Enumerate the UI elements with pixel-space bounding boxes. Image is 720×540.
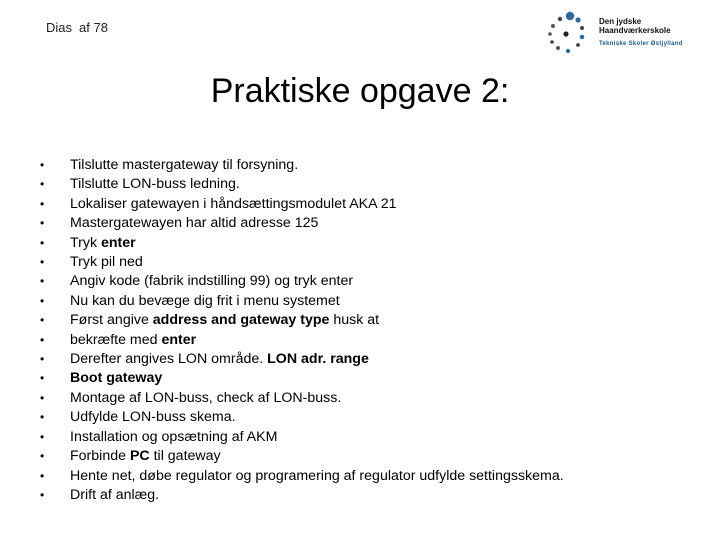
bullet-glyph: • [40, 255, 45, 270]
text-segment: Forbinde [70, 448, 130, 465]
bullet-text [70, 408, 236, 427]
bullet-glyph: • [40, 293, 45, 308]
bullet-glyph: • [40, 429, 45, 444]
bullet-text [70, 350, 369, 369]
bullet-text [70, 389, 341, 408]
bullet-item [40, 467, 564, 486]
bullet-glyph: • [40, 371, 45, 386]
bullet-text [70, 175, 240, 194]
text-segment: Drift af anlæg. [70, 486, 160, 503]
bullet-item [40, 389, 564, 408]
bullet-glyph: • [40, 390, 45, 405]
text-segment: Hente net, døbe regulator og programering af regulator udfylde settingsskema. [70, 467, 564, 484]
bullet-item [40, 195, 564, 214]
bullet-list [40, 156, 564, 505]
bullet-glyph: • [40, 487, 45, 502]
bullet-glyph: • [40, 449, 45, 464]
bold-text: address and gateway type [152, 312, 330, 329]
text-segment: Tilslutte LON-buss ledning. [70, 176, 240, 193]
bullet-item [40, 272, 564, 291]
bullet-item [40, 369, 564, 388]
text-segment: Udfylde LON-buss skema. [70, 409, 236, 426]
bullet-text [70, 447, 221, 466]
bold-text: Boot gateway [70, 370, 163, 387]
bullet-text [70, 292, 340, 311]
text-segment: Lokaliser gatewayen i håndsættingsmodulet AKA 21 [70, 195, 397, 212]
bullet-glyph: • [40, 313, 45, 328]
school-logo [544, 10, 684, 56]
bullet-glyph: • [40, 158, 45, 172]
text-segment: Installation og opsætning af AKM [70, 428, 278, 445]
logo-name [599, 17, 671, 35]
bold-text: enter [101, 234, 136, 251]
bullet-text [70, 214, 318, 233]
bullet-text [70, 486, 159, 505]
text-segment: Mastergatewayen har altid adresse 125 [70, 215, 319, 232]
text-segment: Tryk [70, 234, 101, 251]
bullet-item [40, 253, 564, 272]
text-segment: Derefter angives LON område. [70, 351, 268, 368]
text-segment: Montage af LON-buss, check af LON-buss. [70, 389, 342, 406]
bullet-item [40, 331, 564, 350]
logo-tagline: Tekniske Skoler Østjylland [599, 41, 683, 47]
bullet-glyph: • [40, 352, 45, 367]
bullet-glyph: • [40, 332, 45, 347]
bullet-item [40, 311, 564, 330]
bullet-text [70, 331, 196, 350]
logo-line1: Den jydske [599, 17, 642, 26]
bullet-item [40, 408, 564, 427]
bold-text: LON adr. range [267, 351, 369, 368]
bullet-glyph: • [40, 177, 45, 192]
bullet-item [40, 292, 564, 311]
slide-title: Praktiske opgave 2: [210, 72, 510, 110]
text-segment: bekræfte med [70, 331, 162, 348]
text-segment: Først angive [70, 312, 153, 329]
bullet-text [70, 428, 277, 447]
text-segment: Tilslutte mastergateway til forsyning. [70, 157, 299, 173]
bullet-text [70, 156, 298, 175]
bullet-text [70, 467, 564, 486]
slide-label: Dias [46, 20, 73, 35]
bullet-item [40, 175, 564, 194]
bullet-item [40, 234, 564, 253]
bullet-text [70, 195, 397, 214]
bullet-item [40, 447, 564, 466]
bullet-text [70, 272, 353, 291]
text-segment: Angiv kode (fabrik indstilling 99) og tryk enter [70, 273, 354, 290]
bullet-glyph: • [40, 216, 45, 231]
bullet-item [40, 350, 564, 369]
bullet-item [40, 486, 564, 505]
bullet-glyph: • [40, 274, 45, 289]
logo-dots-icon [544, 10, 596, 56]
bullet-text [70, 253, 143, 272]
slide-counter [46, 20, 108, 35]
bullet-text [70, 234, 136, 253]
logo-line2: Haandværkerskole [599, 26, 671, 35]
text-segment: til gateway [149, 448, 221, 465]
bullet-glyph: • [40, 196, 45, 211]
slide-total: af 78 [79, 20, 108, 35]
text-segment: Tryk pil ned [70, 254, 143, 271]
bullet-text [70, 369, 162, 388]
bullet-glyph: • [40, 410, 45, 425]
bullet-item [40, 428, 564, 447]
bullet-item [40, 214, 564, 233]
bullet-glyph: • [40, 235, 45, 250]
text-segment: Nu kan du bevæge dig frit i menu systemet [70, 292, 340, 309]
bullet-item [40, 156, 564, 175]
text-segment: husk at [329, 312, 380, 329]
bullet-glyph: • [40, 468, 45, 483]
bullet-text [70, 311, 379, 330]
bold-text: enter [161, 331, 197, 348]
bold-text: PC [129, 448, 150, 465]
